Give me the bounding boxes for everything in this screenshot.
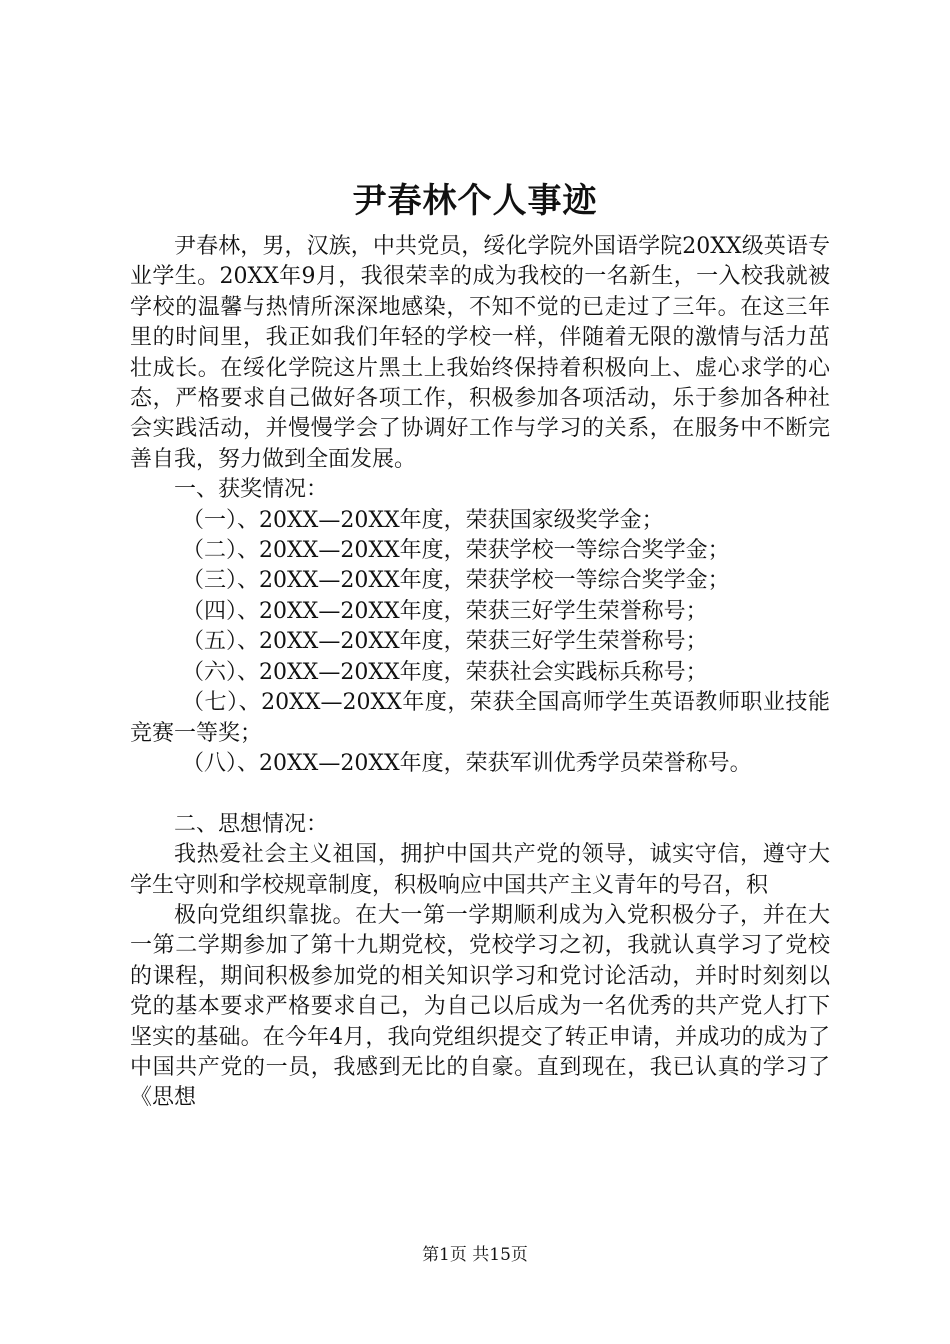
- award-item: （一）、20XX—20XX年度，荣获国家级奖学金；: [182, 507, 664, 533]
- award-item: （八）、20XX—20XX年度，荣获军训优秀学员荣誉称号。: [182, 750, 752, 776]
- intro-paragraph: 尹春林，男，汉族，中共党员，绥化学院外国语学院20XX级英语专业学生。20XX年9月，我很荣幸的成为我校的一名新生，一入校我就被学校的温馨与热情所深深地感染，不知不觉的已走过了三年。在这三年里的时间里，我正如我们年轻的学校一样，伴随着无限的激情与活力茁壮成长。在绥化学院这片黑土上我始终保持着积极向上、虚心求学的心态，严格要求自己做好各项工作，积极参加各项活动，乐于参加各种社会实践活动，并慢慢学会了协调好工作与学习的关系，在服务中不断完善自我，努力做到全面发展。: [130, 234, 830, 472]
- award-item: （四）、20XX—20XX年度，荣获三好学生荣誉称号；: [182, 598, 708, 624]
- award-item: （六）、20XX—20XX年度，荣获社会实践标兵称号；: [182, 659, 708, 685]
- thought-paragraph: 我热爱社会主义祖国，拥护中国共产党的领导，诚实守信，遵守大学生守则和学校规章制度，积极响应中国共产主义青年的号召，积: [130, 842, 830, 898]
- award-item: （五）、20XX—20XX年度，荣获三好学生荣誉称号；: [182, 629, 708, 655]
- award-item: （二）、20XX—20XX年度，荣获学校一等综合奖学金；: [182, 538, 730, 564]
- document-title: 尹春林个人事迹: [352, 181, 598, 221]
- award-item: （七）、20XX—20XX年度，荣获全国高师学生英语教师职业技能竞赛一等奖；: [130, 690, 830, 746]
- document-body: [130, 232, 830, 1114]
- award-item: （三）、20XX—20XX年度，荣获学校一等综合奖学金；: [182, 568, 730, 594]
- section-heading-thought: 二、思想情况：: [174, 811, 329, 837]
- section-heading-awards: 一、获奖情况：: [174, 477, 329, 503]
- page-footer: 第1页 共15页: [422, 1245, 528, 1265]
- blank-line: [130, 779, 830, 809]
- thought-paragraph-continued: 极向党组织靠拢。在大一第一学期顺利成为入党积极分子，并在大一第二学期参加了第十九期党校，党校学习之初，我就认真学习了党校的课程，期间积极参加党的相关知识学习和党讨论活动，并时时刻刻以党的基本要求严格要求自己，为自己以后成为一名优秀的共产党人打下坚实的基础。在今年4月，我向党组织提交了转正申请，并成功的成为了中国共产党的一员，我感到无比的自豪。直到现在，我已认真的学习了《思想: [130, 902, 830, 1111]
